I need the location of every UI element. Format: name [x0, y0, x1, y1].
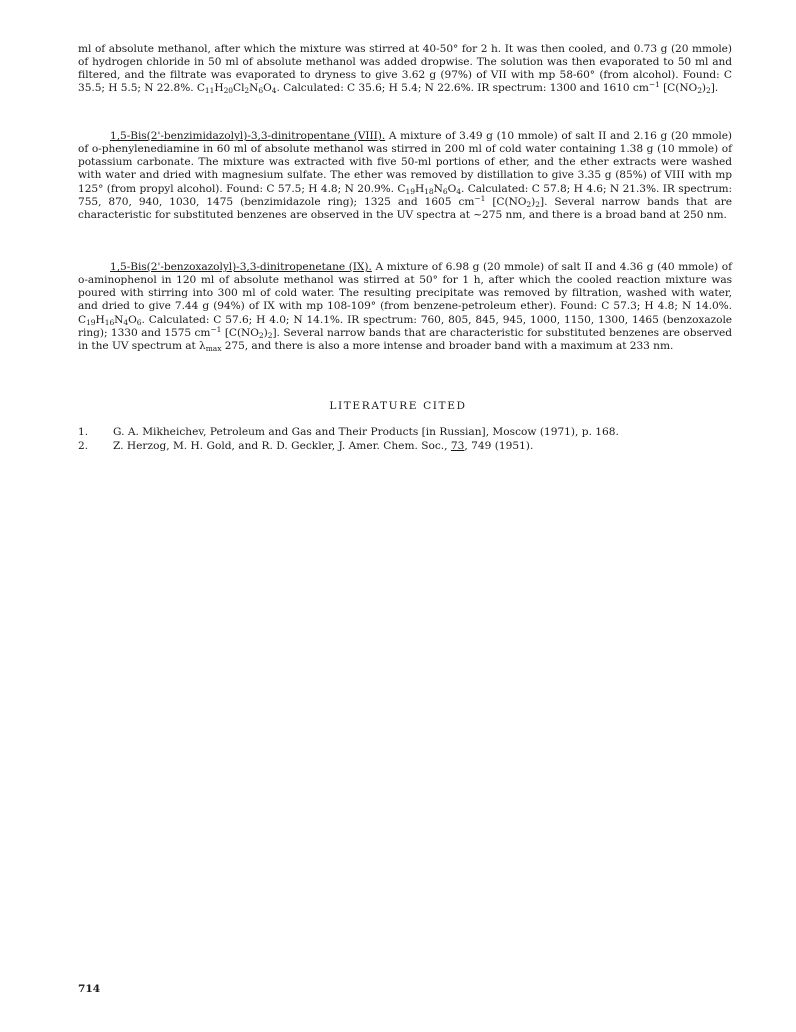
text-run: . Calculated: C 35.6; H 5.4; N 22.6%. IR spectrum: 1300 and 1610 cm — [276, 82, 649, 95]
text-run: N — [433, 182, 443, 195]
text-run: Z. Herzog, M. H. Gold, and R. D. Geckler, J. Amer. Chem. Soc., — [113, 440, 451, 452]
text-run: [C(NO — [221, 326, 259, 339]
subscript: 4 — [271, 86, 277, 96]
text-run: ]. — [710, 82, 719, 95]
text-run: H — [414, 182, 425, 195]
text-run: , 749 (1951). — [464, 440, 534, 452]
text-run: G. A. Mikheichev, Petroleum and Gas and Their Products [in Russian], Moscow (1971), p. 168. — [113, 426, 619, 438]
subscript: 16 — [104, 317, 115, 327]
text-run: ) — [263, 326, 268, 339]
subscript: 2 — [526, 199, 532, 209]
subscript: 19 — [405, 186, 415, 196]
text-run: O — [128, 313, 137, 326]
text-run: ) — [531, 195, 536, 208]
subscript: 2 — [244, 86, 250, 96]
text-run: . Calculated: C 57.8; H 4.6; N 21.3%. IR spectrum: 755, 870, 940, 1030, 1475 (benzimidazole ring); 1325 and 1605 cm — [78, 182, 733, 208]
subscript: 4 — [123, 317, 129, 327]
superscript: −1 — [648, 80, 660, 90]
underlined-text: 73 — [450, 440, 465, 452]
subscript: 2 — [267, 330, 273, 340]
text-run: [C(NO — [485, 195, 527, 208]
subscript: 6 — [136, 317, 142, 327]
subscript: 6 — [442, 186, 448, 196]
subscript: 20 — [223, 86, 234, 96]
paragraph-vii-synthesis — [78, 43, 732, 96]
text-run: [C(NO — [659, 82, 698, 95]
text-run: ]. Several narrow bands that are characteristic for substituted benzenes are observed in the UV spectrum at λ — [78, 326, 732, 352]
subscript: 2 — [697, 86, 702, 96]
subscript: 2 — [706, 86, 711, 96]
text-run: O — [263, 82, 272, 95]
text-run: A mixture of 3.49 g (10 mmole) of salt II and 2.16 g (20 mmole) of o-phenylenediamine in 60 ml of absolute methanol was stirred in 200 ml of cold water containing 1.38 g (10 mmole) of potassium carbonate. The mixture was extracted with five 50-ml portions of ether, and the ether extracts were washed with water and dried with magnesium sulfate. The ether was removed by distillation to give 3.35 g (85%) of VIII with mp 125° (from propyl alcohol). Found: C 57.5; H 4.8; N 20.9%. C — [78, 130, 732, 195]
subscript: 18 — [424, 186, 434, 196]
subscript: 2 — [258, 330, 264, 340]
literature-cited-heading: LITERATURE CITED — [329, 400, 467, 412]
text-run: H — [95, 313, 105, 326]
reference-item — [78, 439, 732, 453]
text-run: N — [114, 313, 124, 326]
text-run: 275, and there is also a more intense and broader band with a maximum at 233 nm. — [221, 339, 674, 352]
text-run: ) — [701, 82, 707, 95]
text-run: O — [447, 182, 457, 195]
text-run: N — [249, 82, 259, 95]
text-run: . Calculated: C 57.6; H 4.0; N 14.1%. IR spectrum: 760, 805, 845, 945, 1000, 1150, 1300, 1465 (benzoxazole ring); 1330 and 1575 cm — [78, 313, 732, 339]
text-run: H — [214, 82, 224, 95]
text-run: ml of absolute methanol, after which the mixture was stirred at 40-50° for 2 h. It was then cooled, and 0.73 g (20 mmole) of hydrogen chloride in 50 ml of absolute methanol was added dropwise. The solution was then evaporated to 50 ml and filtered, and the filtrate was evaporated to dryness to give 3.62 g (97%) of VII with mp 58-60° (from alcohol). Found: C 35.5; H 5.5; N 22.8%. C — [78, 43, 732, 95]
reference-item — [78, 425, 732, 439]
underlined-text: 1,5-Bis(2'-benzoxazolyl)-3,3-dinitropenetane (IX). — [110, 261, 372, 273]
reference-number: 2. — [78, 440, 89, 452]
page-number: 714 — [78, 983, 101, 995]
superscript: −1 — [210, 324, 222, 334]
superscript: −1 — [474, 193, 486, 203]
subscript: 6 — [258, 86, 264, 96]
subscript: 19 — [86, 317, 96, 327]
reference-text — [113, 440, 533, 452]
reference-number: 1. — [78, 426, 89, 438]
underlined-text: 1,5-Bis(2'-benzimidazolyl)-3,3-dinitropentane (VIII). — [110, 130, 386, 142]
subscript: 2 — [535, 199, 540, 209]
subscript: 11 — [204, 86, 215, 96]
reference-text — [113, 426, 619, 438]
paragraph-compound-ix — [78, 261, 732, 353]
text-run: A mixture of 6.98 g (20 mmole) of salt II and 4.36 g (40 mmole) of o-aminophenol in 120 ml of absolute methanol was stirred at 50° for 1 h, after which the cooled reaction mixture was poured with stirring into 300 ml of cold water. The resulting precipitate was removed by filtration, washed with water, and dried to give 7.44 g (94%) of IX with mp 108-109° (from benzene-petroleum ether). Found: C 57.3; H 4.8; N 14.0%. C — [78, 261, 732, 326]
subscript: 4 — [456, 186, 461, 196]
reference-list — [78, 425, 732, 453]
text-run: ]. Several narrow bands that are characteristic for substituted benzenes are observed in the UV spectra at ~275 nm, and there is a broad band at 250 nm. — [78, 195, 732, 221]
subscript: max — [205, 343, 222, 353]
paragraph-compound-viii — [78, 130, 732, 222]
text-run: Cl — [233, 82, 245, 95]
